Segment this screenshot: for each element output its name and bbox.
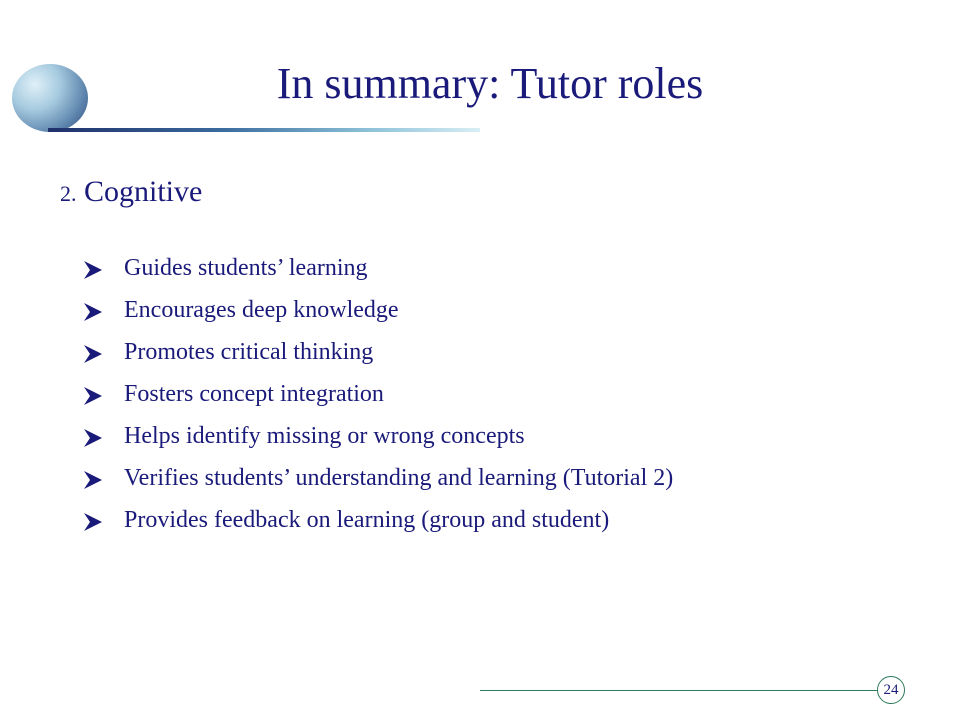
bullet-text: Guides students’ learning [124, 255, 368, 281]
arrowhead-bullet-icon [82, 343, 104, 365]
bullet-text: Helps identify missing or wrong concepts [124, 423, 525, 449]
slide-title: In summary: Tutor roles [276, 59, 704, 108]
footer-rule [480, 690, 880, 691]
bullet-text: Provides feedback on learning (group and student) [124, 507, 610, 533]
title-underline [48, 128, 480, 132]
bullet-text: Encourages deep knowledge [124, 297, 399, 323]
section-label: Cognitive [84, 175, 203, 208]
section-heading [60, 175, 202, 209]
arrowhead-bullet-icon [82, 427, 104, 449]
page-number: 24 [877, 676, 905, 704]
bullet-text: Verifies students’ understanding and learning (Tutorial 2) [124, 465, 674, 491]
bullet-text: Fosters concept integration [124, 381, 384, 407]
arrowhead-bullet-icon [82, 301, 104, 323]
bullet-text: Promotes critical thinking [124, 339, 374, 365]
arrowhead-bullet-icon [82, 511, 104, 533]
arrowhead-bullet-icon [82, 259, 104, 281]
arrowhead-bullet-icon [82, 385, 104, 407]
section-number: 2. [60, 181, 77, 206]
arrowhead-bullet-icon [82, 469, 104, 491]
